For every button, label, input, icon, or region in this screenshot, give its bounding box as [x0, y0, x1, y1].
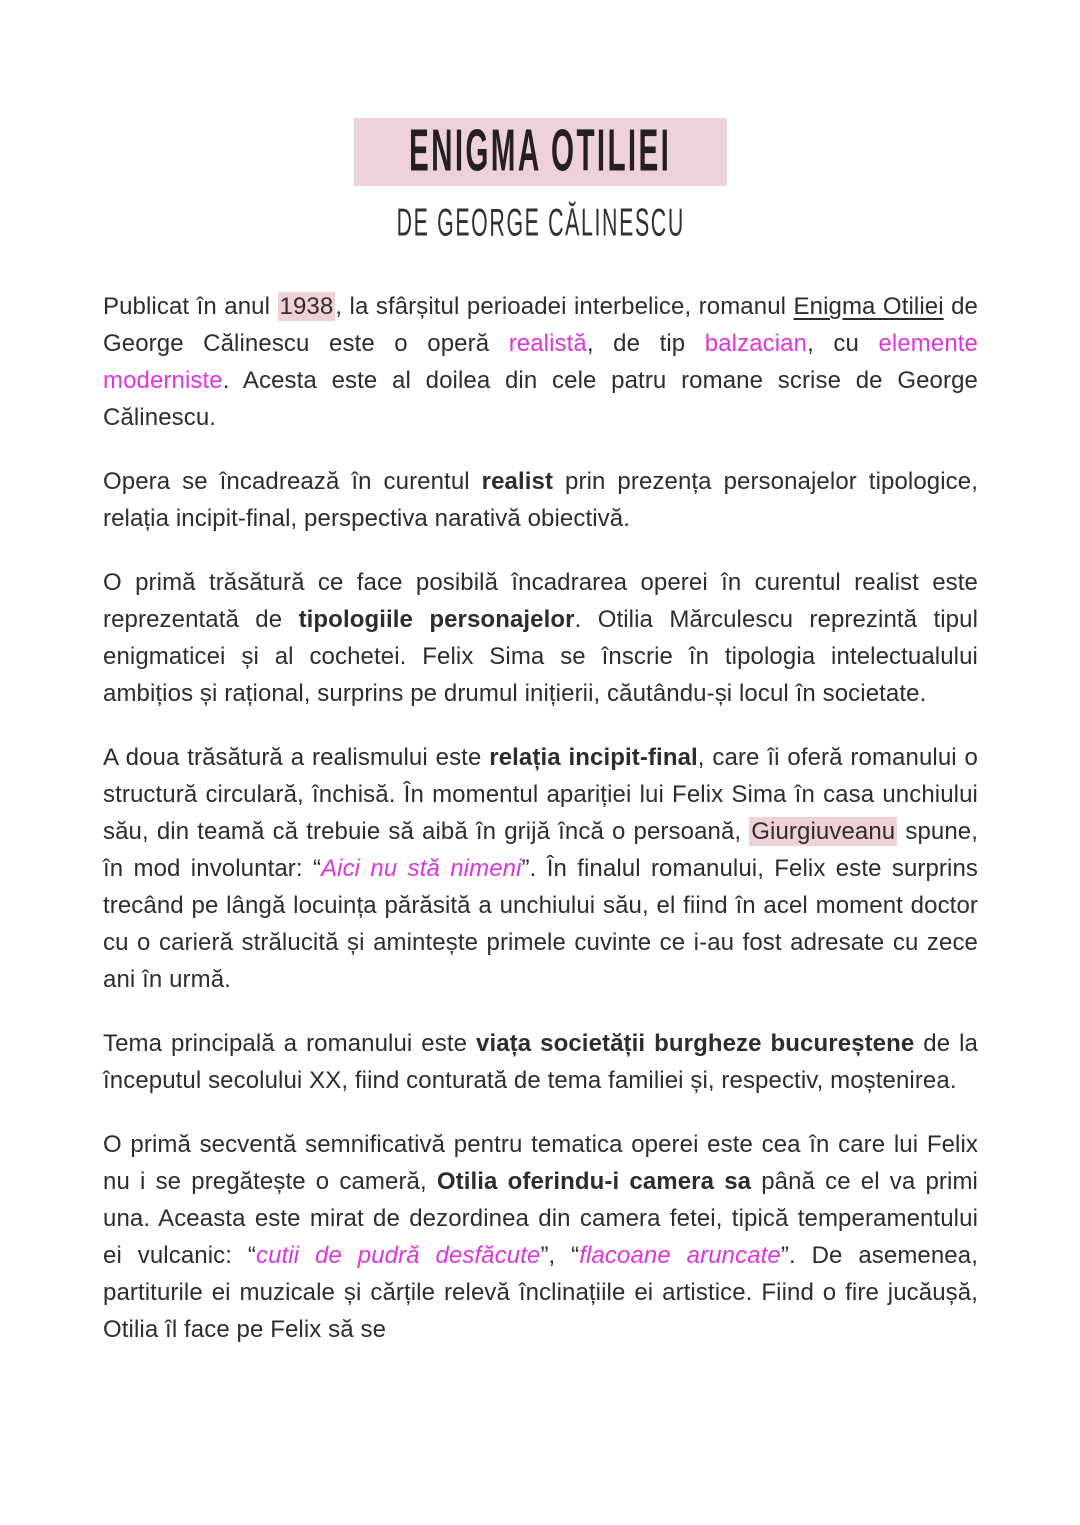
text-run: . Otilia Mărculescu reprezintă tipul enigmaticei și al cochetei. Felix Sima se înscrie în tipologia intelectualului ambițios și rațional, surprins pe drumul inițierii, căutându-și locul în societate.: [103, 606, 979, 707]
text-run: relația incipit-final: [489, 744, 698, 771]
text-run: elemente moderniste: [103, 330, 978, 394]
text-run: O primă secventă semnificativă pentru tematica operei este cea în care lui Felix nu i se pregătește o cameră,: [103, 1131, 978, 1195]
text-run: realistă: [508, 330, 587, 357]
text-run: prin prezența personajelor tipologice, relația incipit-final, perspectiva narativă obiectivă.: [103, 468, 978, 532]
text-run: , care îi oferă romanului o structură circulară, închisă. În momentul apariției lui Felix Sima în casa unchiului său, din teamă că trebuie să aibă în grijă încă o persoană,: [103, 744, 978, 845]
subtitle-row: [103, 199, 978, 245]
text-run: , cu: [807, 330, 879, 357]
text-run: Publicat în anul: [103, 293, 278, 320]
text-run: de George Călinescu este o operă: [103, 293, 978, 357]
text-run: realist: [481, 468, 554, 495]
text-run: flacoane aruncate: [579, 1242, 781, 1269]
paragraph: [103, 1025, 978, 1099]
paragraph: [103, 463, 978, 537]
text-run: A doua trăsătură a realismului este: [103, 744, 490, 771]
text-run: Opera se încadrează în curentul: [103, 468, 482, 495]
text-run: până ce el va primi una. Aceasta este mirat de dezordinea din camera fetei, tipică temperamentului ei vulcanic: “: [103, 1168, 978, 1269]
text-run: tipologiile personajelor: [298, 606, 575, 633]
text-run: Giurgiuveanu: [751, 818, 896, 845]
text-run: Otilia oferindu-i camera sa: [436, 1168, 752, 1195]
paragraph: [103, 288, 978, 436]
title-highlight: [354, 118, 726, 186]
document-body: [103, 288, 978, 1348]
text-run: Tema principală a romanului este: [103, 1030, 476, 1057]
text-run: 1938: [279, 293, 334, 320]
text-run: balzacian: [704, 330, 808, 357]
paragraph: [103, 1126, 978, 1348]
text-run: . Acesta este al doilea din cele patru romane scrise de George Călinescu.: [103, 367, 978, 431]
text-run: viața societății burgheze bucureștene: [476, 1030, 915, 1057]
text-run: ”. De asemenea, partiturile ei muzicale și cărțile relevă înclinațiile ei artistice. Fiind o fire jucăușă, Otilia îl face pe Felix să se: [103, 1242, 978, 1343]
text-run: O primă trăsătură ce face posibilă încadrarea operei în curentul realist este reprezentată de: [103, 569, 978, 633]
text-run: spune, în mod involuntar: “: [103, 818, 978, 882]
text-run: cutii de pudră desfăcute: [255, 1242, 541, 1269]
paragraph: [103, 564, 978, 712]
text-run: , la sfârșitul perioadei interbelice, romanul: [335, 293, 794, 320]
paragraph: [103, 739, 978, 998]
text-run: Aici nu stă nimeni: [321, 855, 522, 882]
text-run: ”. În finalul romanului, Felix este surprins trecând pe lângă locuința părăsită a unchiului său, el fiind în acel moment doctor cu o carieră strălucită și amintește primele cuvinte ce i-au fost adresate cu zece ani în urmă.: [103, 855, 978, 993]
text-run: ”, “: [540, 1242, 580, 1269]
page-title: ENIGMA OTILIEI: [409, 119, 672, 185]
text-run: de la începutul secolului XX, fiind conturată de tema familiei și, respectiv, moștenirea.: [103, 1030, 978, 1094]
text-run: , de tip: [586, 330, 705, 357]
text-run: Enigma Otiliei: [793, 293, 944, 320]
page-subtitle: DE GEORGE CĂLINESCU: [396, 199, 685, 245]
document-header: [103, 118, 978, 245]
